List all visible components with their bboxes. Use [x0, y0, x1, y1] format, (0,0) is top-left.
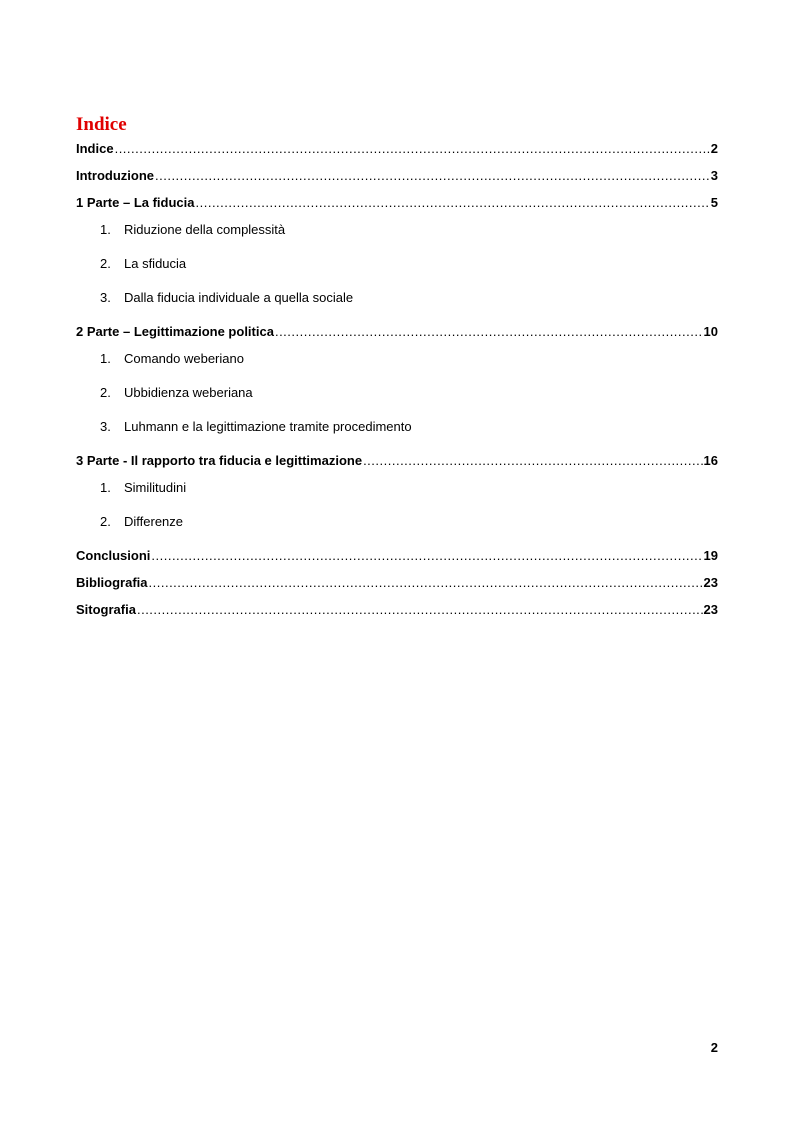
toc-entry-sitografia[interactable]	[76, 601, 718, 619]
toc-entry-label: 1 Parte – La fiducia	[76, 195, 195, 210]
toc-entry-label: Conclusioni	[76, 548, 151, 563]
toc-entry-page: 23	[703, 602, 718, 617]
toc-entry-label: 3 Parte - Il rapporto tra fiducia e legittimazione	[76, 453, 363, 468]
toc-subentry-label: Dalla fiducia individuale a quella sociale	[124, 290, 354, 305]
toc-subentry-number: 3.	[100, 419, 111, 434]
toc-entry-label: Indice	[76, 141, 114, 156]
toc-entry-label: Introduzione	[76, 168, 154, 183]
toc-subentry-label: Ubbidienza weberiana	[124, 385, 253, 400]
toc-entry-bibliografia[interactable]	[76, 574, 718, 592]
toc-subentry[interactable]	[100, 513, 500, 531]
toc-entry-conclusioni[interactable]	[76, 547, 718, 565]
toc-entry-page: 23	[703, 575, 718, 590]
toc-entry-page: 5	[710, 195, 718, 210]
toc-subentry-number: 2.	[100, 514, 111, 529]
toc-entry-introduzione[interactable]	[76, 167, 718, 185]
toc-subentry-number: 1.	[100, 480, 111, 495]
toc-subentry-number: 2.	[100, 256, 111, 271]
toc-subentry-number: 1.	[100, 222, 111, 237]
toc-subentry-label: La sfiducia	[124, 256, 187, 271]
toc-subentry-label: Luhmann e la legittimazione tramite procedimento	[124, 419, 412, 434]
dot-leader	[149, 574, 703, 592]
toc-subentry[interactable]	[100, 479, 500, 497]
toc-entry-page: 16	[703, 453, 718, 468]
toc-subentry-label: Comando weberiano	[124, 351, 244, 366]
toc-entry-label: 2 Parte – Legittimazione politica	[76, 324, 274, 339]
toc-heading: Indice	[76, 114, 127, 135]
toc-subentry[interactable]	[100, 221, 500, 239]
dot-leader	[151, 547, 702, 565]
toc-entry-label: Sitografia	[76, 602, 136, 617]
toc-subentry[interactable]	[100, 418, 500, 436]
toc-subentry-number: 2.	[100, 385, 111, 400]
toc-entry-page: 2	[710, 141, 718, 156]
toc-entry-label: Bibliografia	[76, 575, 148, 590]
page-number: 2	[710, 1040, 718, 1055]
toc-entry-indice[interactable]	[76, 140, 718, 158]
toc-entry-parte-3[interactable]	[76, 452, 718, 470]
toc-entry-parte-2[interactable]	[76, 323, 718, 341]
toc-subentry[interactable]	[100, 384, 500, 402]
toc-subentry-label: Riduzione della complessità	[124, 222, 286, 237]
toc-entry-page: 10	[703, 324, 718, 339]
toc-entry-parte-1[interactable]	[76, 194, 718, 212]
dot-leader	[196, 194, 710, 212]
toc-subentry[interactable]	[100, 350, 500, 368]
toc-subentry-label: Differenze	[124, 514, 184, 529]
toc-subentry-number: 3.	[100, 290, 111, 305]
dot-leader	[115, 140, 710, 158]
toc-entry-page: 19	[703, 548, 718, 563]
toc-subentry[interactable]	[100, 289, 500, 307]
toc-subentry-number: 1.	[100, 351, 111, 366]
toc-subentry[interactable]	[100, 255, 500, 273]
dot-leader	[155, 167, 710, 185]
toc-entry-page: 3	[710, 168, 718, 183]
toc-subentry-label: Similitudini	[124, 480, 187, 495]
dot-leader	[137, 601, 703, 619]
dot-leader	[363, 452, 702, 470]
dot-leader	[275, 323, 703, 341]
